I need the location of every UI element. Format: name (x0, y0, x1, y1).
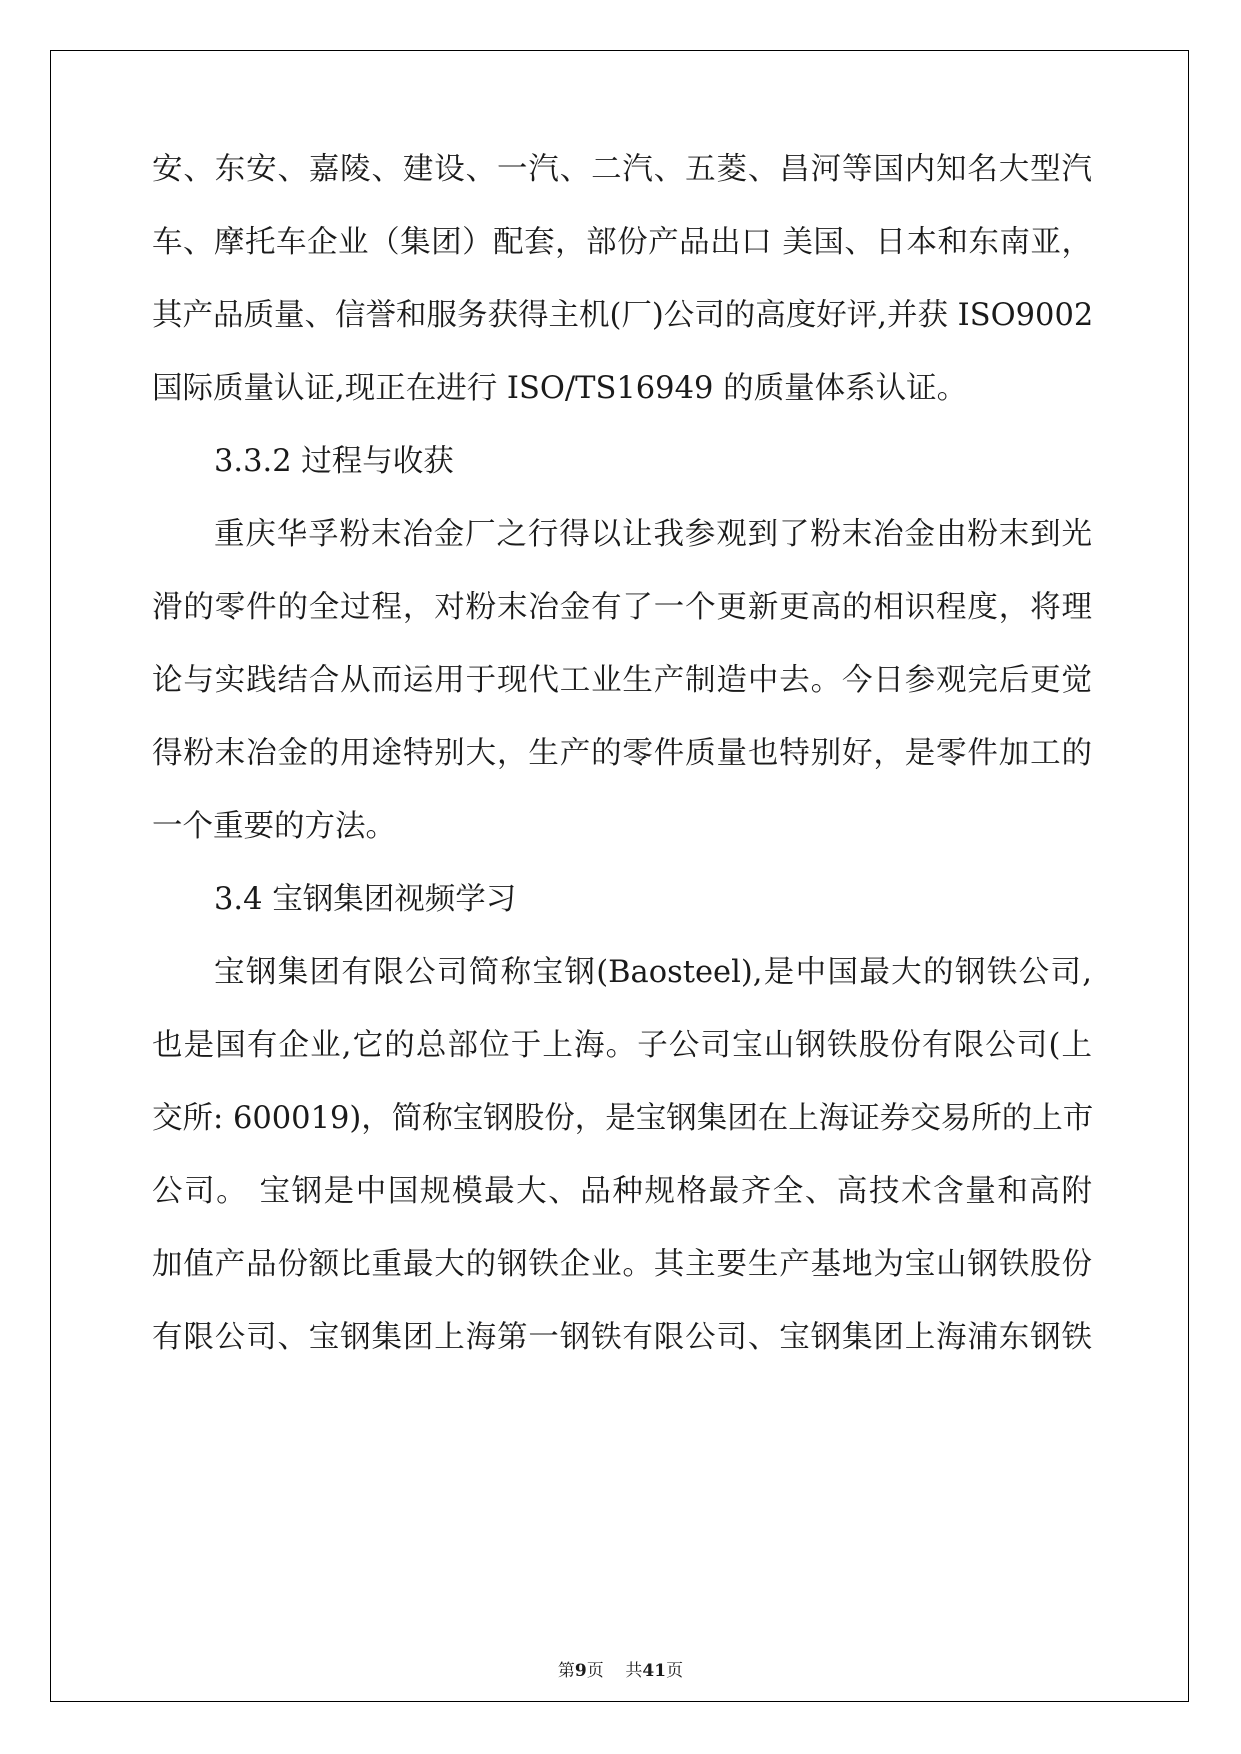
text-line-2: 车、摩托车企业（集团）配套，部份产品出口 美国、日本和东南亚， (152, 225, 1092, 260)
text-line-6: 重庆华孚粉末冶金厂之行得以让我参观到了粉末冶金由粉末到光 (214, 517, 1092, 552)
text-line-15: 公司。 宝钢是中国规模最大、品种规格最齐全、高技术含量和高附 (152, 1174, 1092, 1209)
section-heading-3-3-2: 3.3.2 过程与收获 (214, 444, 454, 479)
text-line-8: 论与实践结合从而运用于现代工业生产制造中去。今日参观完后更觉 (152, 663, 1092, 698)
page-footer (0, 1656, 1241, 1681)
current-page-number: 9 (574, 1661, 587, 1681)
text-line-17: 有限公司、宝钢集团上海第一钢铁有限公司、宝钢集团上海浦东钢铁 (152, 1320, 1092, 1355)
footer-mid: 页 共 (586, 1661, 643, 1681)
total-pages-number: 41 (642, 1661, 667, 1681)
text-line-12: 宝钢集团有限公司简称宝钢(Baosteel),是中国最大的钢铁公司, (214, 955, 1092, 990)
text-line-4: 国际质量认证,现正在进行 ISO/TS16949 的质量体系认证。 (152, 371, 968, 406)
text-line-10: 一个重要的方法。 (152, 809, 396, 844)
text-line-1: 安、东安、嘉陵、建设、一汽、二汽、五菱、昌河等国内知名大型汽 (152, 152, 1092, 187)
text-line-9: 得粉末冶金的用途特别大，生产的零件质量也特别好，是零件加工的 (152, 736, 1092, 771)
text-line-13: 也是国有企业,它的总部位于上海。子公司宝山钢铁股份有限公司(上 (152, 1028, 1092, 1063)
text-line-16: 加值产品份额比重最大的钢铁企业。其主要生产基地为宝山钢铁股份 (152, 1247, 1092, 1282)
text-line-3: 其产品质量、信誉和服务获得主机(厂)公司的高度好评,并获 ISO9002 (152, 298, 1094, 333)
section-heading-3-4: 3.4 宝钢集团视频学习 (214, 882, 517, 917)
text-line-14: 交所: 600019)，简称宝钢股份，是宝钢集团在上海证券交易所的上市 (152, 1101, 1094, 1136)
footer-prefix: 第 (557, 1661, 575, 1681)
text-line-7: 滑的零件的全过程，对粉末冶金有了一个更新更高的相识程度，将理 (152, 590, 1092, 625)
footer-suffix: 页 (666, 1661, 684, 1681)
